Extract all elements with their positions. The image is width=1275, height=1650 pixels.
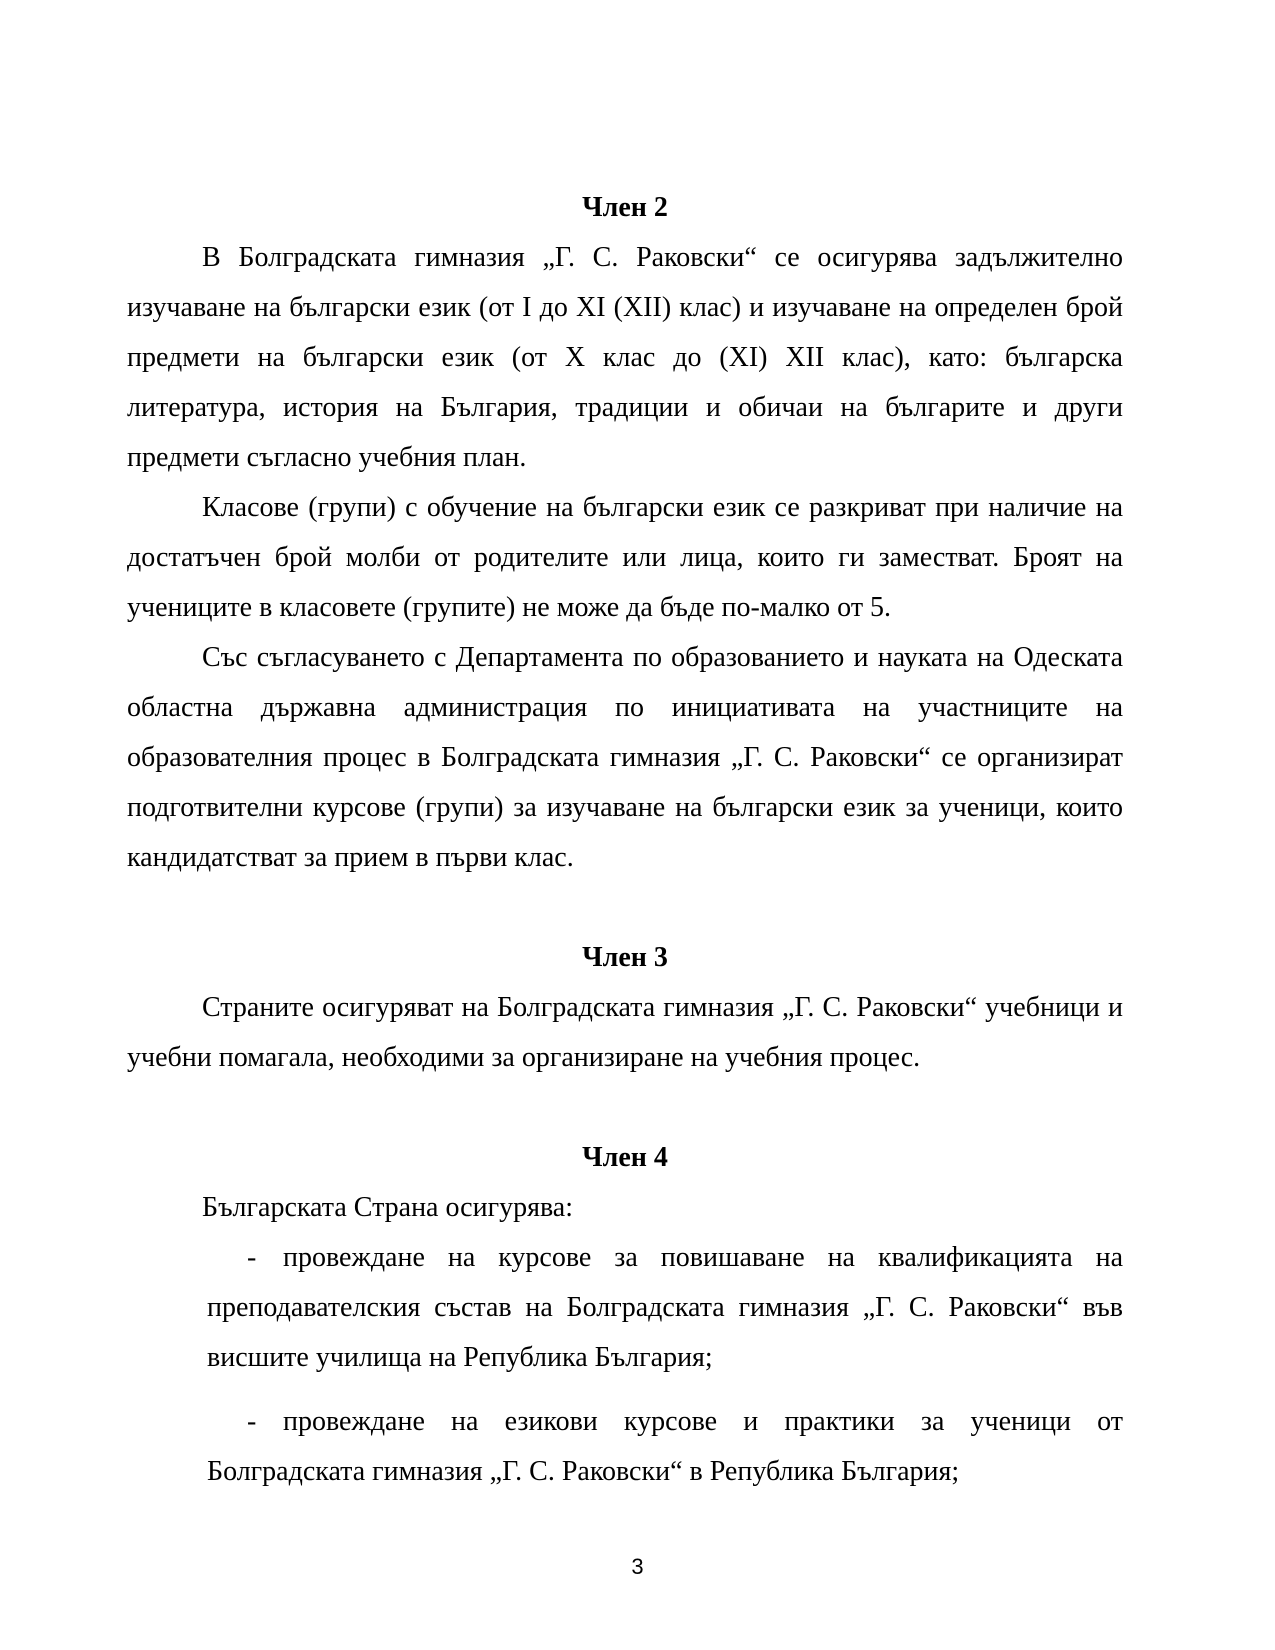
list-item-text: провеждане на курсове за повишаване на квалификацията на преподавателския състав на Болградската гимназия „Г. С. Раковски“ във висшите училища на Република България; [207,1242,1123,1373]
section-heading-chlen-2: Член 2 [582,192,668,223]
bullet-dash: - [247,1406,257,1437]
bullet-dash: - [247,1242,257,1273]
blank-line [127,883,1123,933]
section-heading-chlen-4: Член 4 [582,1142,668,1173]
paragraph-chlen-3-1: Страните осигуряват на Болградската гимназия „Г. С. Раковски“ учебници и учебни помагала, необходими за организиране на учебния процес. [127,992,1123,1073]
list-item-1 [207,1233,1123,1383]
page-number: 3 [631,1554,644,1579]
paragraph-chlen-2-1: В Болградската гимназия „Г. С. Раковски“ се осигурява задължително изучаване на български език (от I до XI (XII) клас) и изучаване на определен брой предмети на български език (от X клас до (XI) XII клас), като: българска литература, история на България, традиции и обичаи на българите и други предмети съгласно учебния план. [127,242,1123,473]
section-heading-chlen-3: Член 3 [582,942,668,973]
list-item-text: провеждане на езикови курсове и практики за ученици от Болградската гимназия „Г. С. Раковски“ в Република България; [207,1406,1123,1487]
page-footer [0,1553,1275,1581]
blank-line [127,1083,1123,1133]
paragraph-chlen-4-intro: Българската Страна осигурява: [202,1192,574,1223]
paragraph-chlen-2-2: Класове (групи) с обучение на български език се разкриват при наличие на достатъчен брой молби от родителите или лица, които ги заместват. Броят на учениците в класовете (групите) не може да бъде по-малко от 5. [127,492,1123,623]
list-item-2 [207,1397,1123,1497]
paragraph-chlen-2-3: Със съгласуването с Департамента по образованието и науката на Одеската областна държавна администрация по инициативата на участниците на образователния процес в Болградската гимназия „Г. С. Раковски“ се организират подготвителни курсове (групи) за изучаване на български език за ученици, които кандидатстват за прием в първи клас. [127,642,1123,873]
